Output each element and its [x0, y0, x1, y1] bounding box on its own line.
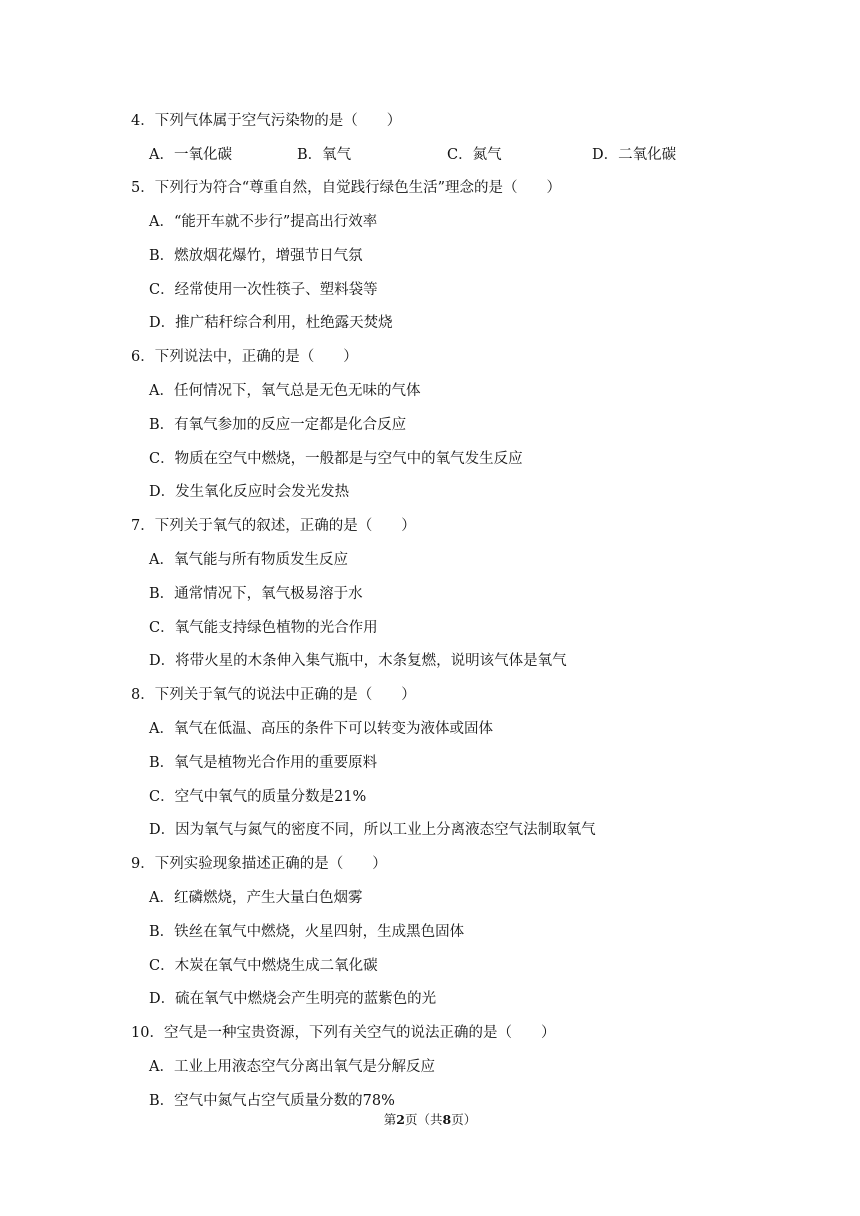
- question-7-option-a: A．氧气能与所有物质发生反应: [149, 552, 348, 568]
- question-8-option-a: A．氧气在低温、高压的条件下可以转变为液体或固体: [149, 721, 493, 737]
- question-9-stem: 9．下列实验现象描述正确的是（ ）: [131, 856, 387, 872]
- question-9-option-c: C．木炭在氧气中燃烧生成二氧化碳: [149, 958, 378, 974]
- question-8-option-d: D．因为氧气与氮气的密度不同，所以工业上分离液态空气法制取氧气: [149, 822, 596, 838]
- page-footer: [0, 1111, 860, 1129]
- question-5-stem: 5．下列行为符合“尊重自然，自觉践行绿色生活”理念的是（ ）: [131, 180, 562, 196]
- question-7-stem: 7．下列关于氧气的叙述，正确的是（ ）: [131, 518, 416, 534]
- question-10-stem: 10．空气是一种宝贵资源，下列有关空气的说法正确的是（ ）: [131, 1025, 556, 1041]
- footer-mid: 页（共: [404, 1112, 443, 1127]
- question-9-option-a: A．红磷燃烧，产生大量白色烟雾: [149, 890, 363, 906]
- question-6-option-c: C．物质在空气中燃烧，一般都是与空气中的氧气发生反应: [149, 451, 523, 467]
- question-8-option-b: B．氧气是植物光合作用的重要原料: [149, 755, 378, 771]
- question-9-option-d: D．硫在氧气中燃烧会产生明亮的蓝紫色的光: [149, 991, 437, 1007]
- question-9-option-b: B．铁丝在氧气中燃烧，火星四射，生成黑色固体: [149, 924, 465, 940]
- question-6-option-a: A．任何情况下，氧气总是无色无味的气体: [149, 383, 421, 399]
- question-5-option-c: C．经常使用一次性筷子、塑料袋等: [149, 282, 378, 298]
- question-5-option-d: D．推广秸秆综合利用，杜绝露天焚烧: [149, 315, 393, 331]
- footer-suffix: 页）: [451, 1112, 477, 1127]
- question-10-option-b: B．空气中氮气占空气质量分数的78%: [149, 1093, 395, 1109]
- question-4-option-a: A．一氧化碳: [149, 147, 232, 163]
- question-8-stem: 8．下列关于氧气的说法中正确的是（ ）: [131, 687, 416, 703]
- question-7-option-b: B．通常情况下，氧气极易溶于水: [149, 586, 363, 602]
- question-4-option-c: C．氮气: [447, 147, 502, 163]
- question-6-option-b: B．有氧气参加的反应一定都是化合反应: [149, 417, 407, 433]
- question-4-stem: 4．下列气体属于空气污染物的是（ ）: [131, 113, 402, 129]
- question-7-option-d: D．将带火星的木条伸入集气瓶中，木条复燃，说明该气体是氧气: [149, 653, 567, 669]
- question-4-option-d: D．二氧化碳: [592, 147, 677, 163]
- question-5-option-b: B．燃放烟花爆竹，增强节日气氛: [149, 248, 363, 264]
- page-number: 2: [396, 1112, 405, 1127]
- question-4-option-b: B．氧气: [297, 147, 352, 163]
- question-6-option-d: D．发生氧化反应时会发光发热: [149, 484, 350, 500]
- question-10-option-a: A．工业上用液态空气分离出氧气是分解反应: [149, 1059, 435, 1075]
- question-5-option-a: A．“能开车就不步行”提高出行效率: [149, 214, 378, 230]
- question-6-stem: 6．下列说法中，正确的是（ ）: [131, 349, 358, 365]
- question-4-options: [149, 145, 709, 165]
- footer-prefix: 第: [383, 1112, 397, 1127]
- question-8-option-c: C．空气中氧气的质量分数是21%: [149, 789, 367, 805]
- page-total: 8: [442, 1112, 452, 1127]
- question-7-option-c: C．氧气能支持绿色植物的光合作用: [149, 620, 378, 636]
